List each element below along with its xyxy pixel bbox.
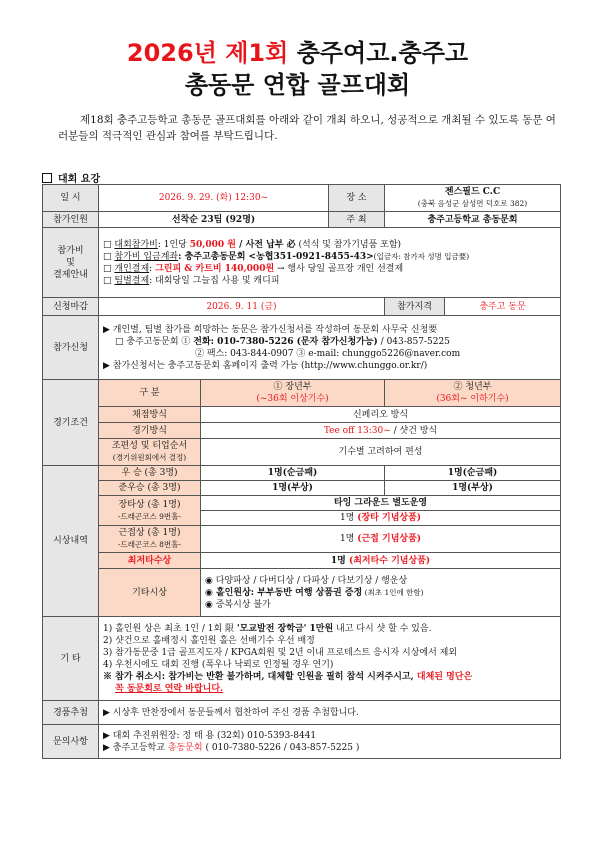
date-label: 일 시 [43, 185, 99, 212]
etc-details: 1) 홀인원 상은 최초 1인 / 1회 限 '모교발전 장학금' 1만원 내고 다시 샷 할 수 있음. 2) 샷건으로 홀배정시 홀인원 홀은 선배기수 우선 배정 3) 참가동문중 1급 골프지도자 / KPGA회원 및 2년 이내 프로테스트 응시자 시상에서 제외 4) 우천시에도 대회 진행 (폭우나 낙뢰로 인정될 경우 연기) ※ 참가 취소시: 참가비는 반환 불가하며, 대체할 인원을 필히 참석 시켜주시고, 대체된 명단은 꼭 동문회로 연락 바랍니다. [99, 617, 561, 701]
people-label: 참가인원 [43, 212, 99, 228]
title-schools: 충주여고.충주고 [296, 39, 469, 67]
checkbox-icon [42, 173, 52, 183]
row-apply [43, 316, 561, 380]
title-year: 2026년 [126, 39, 217, 67]
fee-details [99, 228, 561, 298]
place-name: 젠스필드 C.C [444, 187, 501, 197]
row-prize-low: 최저타수상 1명 (최저타수 기념상품) [43, 553, 561, 569]
contact-details: ▶ 대회 추진위원장: 정 태 용 (32회) 010-5393-8441 ▶ 충주고등학교 총동문회 ( 010-7380-5226 / 043-857-5225 ) [99, 725, 561, 759]
row-cond-game: 경기방식 Tee off 13:30~ / 샷건 방식 [43, 423, 561, 439]
fee-line-4: □ 팀별결제: 대회당일 그늘집 사용 및 캐디피 [103, 275, 280, 286]
place-cell [385, 185, 561, 212]
row-prize-near: 근접상 (총 1명) -드래곤코스 8번홀- 1명 (근접 기념상품) [43, 526, 561, 553]
region-label: 참가지격 [385, 298, 445, 316]
event-table [42, 184, 561, 759]
row-prize-runner: 준우승 (총 3명) 1명(부상) 1명(부상) [43, 481, 561, 496]
fee-line-2: □ 참가비 입금계좌: 충주고총동문회 <농협351-0921-8455-43>(입금자: 참가자 성명 입금要) [103, 251, 470, 262]
section-heading [42, 170, 100, 185]
host-value: 충주고등학교 총동문회 [385, 212, 561, 228]
cond-col-label: 구 분 [99, 380, 201, 407]
cond-senior: ① 장년부 (~36회 이상기수) [201, 380, 385, 407]
contact-label: 문의사항 [43, 725, 99, 759]
cond-label: 경기조건 [43, 380, 99, 466]
intro-paragraph: 제18회 충주고등학교 총동문 골프대회를 아래와 같이 개최 하오니, 성공적으로 개최될 수 있도록 동문 여러분들의 적극적인 관심과 참여를 부탁드립니다. [58, 114, 556, 142]
people-value: 선착순 23팀 (92명) [99, 212, 329, 228]
place-label: 장 소 [329, 185, 385, 212]
gift-value: ▶ 시상후 만찬장에서 동문들께서 협찬하여 주신 경품 추첨합니다. [99, 701, 561, 725]
prize-label: 시상내역 [43, 466, 99, 617]
row-prize-etc: 기타시상 ◉ 다양파상 / 다버디상 / 다파상 / 다보기상 / 행운상 ◉ 홀인원상: 부부동반 여행 상품권 증정 (최초 1인에 한함) ◉ 중복시상 불가 [43, 569, 561, 617]
region-value: 충주고 동문 [445, 298, 561, 316]
row-prize-long: 1명 (장타 기념상품) [43, 511, 561, 526]
row-prize-win: 시상내역 우 승 (총 3명) 1명(순금패) 1명(순금패) [43, 466, 561, 481]
row-people [43, 212, 561, 228]
row-deadline [43, 298, 561, 316]
row-etc [43, 617, 561, 701]
gift-label: 경품추첨 [43, 701, 99, 725]
fee-label: 참가비 및 결제안내 [43, 228, 99, 298]
place-address: (충북 음성군 삼성면 덕호로 382) [417, 199, 528, 208]
row-gift [43, 701, 561, 725]
fee-line-3: □ 개인결제: 그린피 & 카트비 140,000원 → 행사 당일 골프장 개인 선결제 [103, 263, 404, 274]
title-line-1 [0, 38, 595, 68]
apply-details: ▶ 개인별, 팀별 참가를 희망하는 동문은 참가신청서를 작성하여 동문회 사무국 신청要 □ 충주고동문회 ① 전화: 010-7380-5226 (문자 참가신청가능) / 043-857-5225 ② 팩스: 043-844-0907 ③ e-mail: chunggo5226@naver.com ▶ 참가신청서는 충주고동문회 홈페이지 출력 가능 (http://www.chunggo.or.kr/) [99, 316, 561, 380]
row-cond-team: 조편성 및 티업순서 (경기위원회에서 결정) 기수별 고려하여 편성 [43, 439, 561, 466]
apply-label: 참가신청 [43, 316, 99, 380]
deadline-value: 2026. 9. 11 (금) [99, 298, 385, 316]
deadline-label: 신청마감 [43, 298, 99, 316]
row-fee [43, 228, 561, 298]
cond-youth: ② 청년부 (36회~ 이하기수) [385, 380, 561, 407]
fee-line-1: □ 대회참가비: 1인당 50,000 원 / 사전 납부 必 (석식 및 참가기념품 포함) [103, 239, 402, 250]
etc-label: 기 타 [43, 617, 99, 701]
host-label: 주 최 [329, 212, 385, 228]
section-heading-text: 대회 요강 [58, 174, 101, 185]
row-cond-head [43, 380, 561, 407]
title-round: 제1회 [225, 39, 289, 67]
row-cond-score: 채점방식 신페리오 방식 [43, 407, 561, 423]
date-value: 2026. 9. 29. (화) 12:30~ [99, 185, 329, 212]
title-line-2: 총동문 연합 골프대회 [184, 71, 411, 99]
row-prize-long-top: 장타상 (총 1명) -드래곤코스 9번홀- 타잉 그라운드 별도운영 [43, 496, 561, 511]
row-date [43, 185, 561, 212]
row-contact [43, 725, 561, 759]
